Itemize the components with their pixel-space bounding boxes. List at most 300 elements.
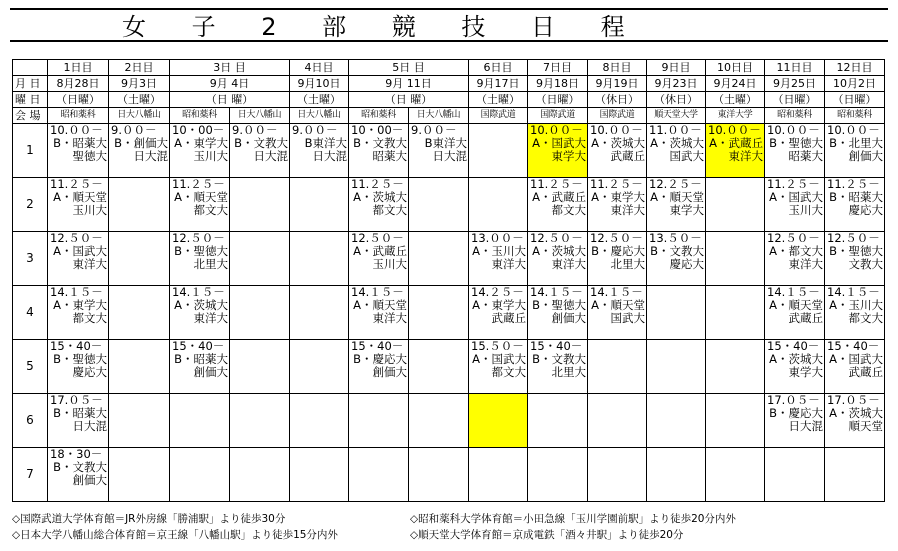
weekday-cell: （日曜） — [825, 92, 885, 108]
match-cell — [170, 340, 230, 394]
footnote-kokusai: ◇国際武道大学体育館＝JR外房線「勝浦駅」より徒歩30分 — [12, 513, 286, 525]
match-time: 15.５０－ — [471, 339, 524, 353]
match-cell — [349, 340, 409, 394]
match-team: A・玉川大 — [472, 244, 526, 258]
match-team: 創価大 — [372, 365, 407, 379]
match-time: 18・30－ — [50, 447, 103, 461]
match-cell — [469, 340, 528, 394]
match-team: 日大混 — [312, 149, 347, 163]
match-team: B・聖徳大 — [174, 244, 228, 258]
match-cell — [765, 178, 825, 232]
match-cell — [765, 232, 825, 286]
corner-cell — [13, 60, 48, 76]
match-time: 12.５０－ — [172, 231, 225, 245]
match-cell — [290, 340, 349, 394]
match-time: 14.１５－ — [590, 285, 643, 299]
match-team: 日大混 — [788, 419, 823, 433]
match-team: B・慶応大 — [769, 406, 823, 420]
match-cell — [647, 124, 706, 178]
match-cell — [290, 232, 349, 286]
weekday-cell: （休日） — [588, 92, 647, 108]
match-team: 玉川大 — [193, 149, 228, 163]
match-number: 5 — [13, 340, 48, 394]
match-cell — [825, 340, 885, 394]
match-cell — [409, 178, 469, 232]
day-label: 5日 目 — [349, 60, 469, 76]
match-team: A・順天堂 — [53, 190, 107, 204]
match-cell — [290, 448, 349, 502]
match-row — [13, 448, 885, 502]
match-number: 2 — [13, 178, 48, 232]
match-cell — [170, 124, 230, 178]
match-team: B・慶応大 — [353, 352, 407, 366]
row-label-weekday: 曜 日 — [13, 92, 48, 108]
match-team: 東洋大 — [372, 311, 407, 325]
match-time: 17.０５－ — [50, 393, 103, 407]
match-time: 12.５０－ — [590, 231, 643, 245]
match-time: 9.００－ — [411, 123, 457, 137]
venue-cell: 日大八幡山 — [230, 108, 290, 124]
date-cell: 9月25日 — [765, 76, 825, 92]
match-time: 10.００－ — [827, 123, 880, 137]
day-label: 9日目 — [647, 60, 706, 76]
date-cell: 9月 4日 — [170, 76, 290, 92]
match-cell — [469, 448, 528, 502]
match-team: 慶応大 — [72, 365, 107, 379]
match-team: 武蔵丘 — [491, 311, 526, 325]
venue-cell: 国際武道 — [528, 108, 588, 124]
match-team: B・慶応大 — [591, 244, 645, 258]
match-cell — [706, 340, 765, 394]
match-cell — [409, 286, 469, 340]
match-team: B・聖徳大 — [829, 244, 883, 258]
venue-cell: 日大八幡山 — [290, 108, 349, 124]
match-cell — [469, 232, 528, 286]
venue-cell: 日大八幡山 — [109, 108, 170, 124]
match-time: 12.５０－ — [530, 231, 583, 245]
match-team: 日大混 — [72, 419, 107, 433]
match-number: 6 — [13, 394, 48, 448]
match-cell — [647, 232, 706, 286]
venue-cell: 昭和薬科 — [765, 108, 825, 124]
match-team: 武蔵丘 — [788, 311, 823, 325]
match-cell — [765, 448, 825, 502]
match-row — [13, 178, 885, 232]
match-time: 10・00－ — [172, 123, 225, 137]
match-cell — [469, 286, 528, 340]
match-team: A・東学大 — [591, 190, 645, 204]
match-cell — [409, 340, 469, 394]
match-cell — [349, 232, 409, 286]
match-cell — [409, 448, 469, 502]
match-team: B・文教大 — [234, 136, 288, 150]
match-time: 10.００－ — [50, 123, 103, 137]
venue-cell: 日大八幡山 — [409, 108, 469, 124]
match-cell — [349, 394, 409, 448]
match-team: A・順天堂 — [591, 298, 645, 312]
match-cell — [230, 124, 290, 178]
match-cell — [528, 124, 588, 178]
match-cell — [109, 178, 170, 232]
match-team: B・文教大 — [353, 136, 407, 150]
date-cell: 9月3日 — [109, 76, 170, 92]
match-time: 15・40－ — [530, 339, 583, 353]
match-time: 9.００－ — [111, 123, 157, 137]
venue-cell: 昭和薬科 — [349, 108, 409, 124]
match-team: 都文大 — [848, 311, 883, 325]
date-cell: 9月10日 — [290, 76, 349, 92]
match-cell — [528, 286, 588, 340]
match-team: 東洋大 — [610, 203, 645, 217]
match-time: 13.００－ — [471, 231, 524, 245]
match-cell — [48, 178, 109, 232]
match-team: B・北里大 — [829, 136, 883, 150]
match-team: 国武大 — [610, 311, 645, 325]
match-cell — [109, 124, 170, 178]
weekday-cell: （土曜） — [109, 92, 170, 108]
match-cell — [825, 124, 885, 178]
match-team: A・茨城大 — [650, 136, 704, 150]
match-cell — [170, 286, 230, 340]
weekday-cell: （日 曜） — [170, 92, 290, 108]
match-time: 9.００－ — [232, 123, 278, 137]
match-time: 14.１５－ — [767, 285, 820, 299]
match-cell — [469, 124, 528, 178]
match-team: A・国武大 — [829, 352, 883, 366]
match-team: 慶応大 — [848, 203, 883, 217]
schedule-table — [12, 59, 885, 502]
match-team: 東学大 — [788, 365, 823, 379]
match-time: 12.５０－ — [50, 231, 103, 245]
match-cell — [230, 340, 290, 394]
match-cell — [109, 232, 170, 286]
match-team: A・順天堂 — [353, 298, 407, 312]
match-team: 慶応大 — [669, 257, 704, 271]
match-cell — [170, 232, 230, 286]
match-cell — [825, 232, 885, 286]
match-team: 創価大 — [848, 149, 883, 163]
match-team: 東学大 — [669, 203, 704, 217]
date-cell: 9月23日 — [647, 76, 706, 92]
weekday-cell: （日曜） — [765, 92, 825, 108]
match-team: 昭薬大 — [372, 149, 407, 163]
match-cell — [647, 448, 706, 502]
weekday-cell: （土曜） — [706, 92, 765, 108]
match-cell — [825, 448, 885, 502]
match-cell — [647, 286, 706, 340]
match-cell — [588, 448, 647, 502]
match-cell — [349, 124, 409, 178]
match-cell — [48, 124, 109, 178]
match-cell — [588, 178, 647, 232]
day-label: 6日目 — [469, 60, 528, 76]
match-team: A・玉川大 — [829, 298, 883, 312]
match-cell — [230, 178, 290, 232]
match-team: A・順天堂 — [769, 298, 823, 312]
match-number: 4 — [13, 286, 48, 340]
match-cell — [349, 448, 409, 502]
match-team: 文教大 — [848, 257, 883, 271]
day-label: 11日目 — [765, 60, 825, 76]
footnote-juntendo: ◇順天堂大学体育館＝京成電鉄「酒々井駅」より徒歩20分 — [410, 529, 684, 541]
venue-cell: 国際武道 — [588, 108, 647, 124]
match-team: A・東学大 — [472, 298, 526, 312]
match-team: 都文大 — [491, 365, 526, 379]
match-time: 10.００－ — [767, 123, 820, 137]
match-time: 15・40－ — [50, 339, 103, 353]
match-time: 12.５０－ — [767, 231, 820, 245]
match-row — [13, 232, 885, 286]
match-team: 武蔵丘 — [848, 365, 883, 379]
weekday-cell: （日 曜） — [349, 92, 469, 108]
date-cell: 9月24日 — [706, 76, 765, 92]
date-header-row — [13, 76, 885, 92]
match-cell — [647, 178, 706, 232]
weekday-cell: （休日） — [647, 92, 706, 108]
match-time: 15・40－ — [351, 339, 404, 353]
match-team: 玉川大 — [372, 257, 407, 271]
match-time: 14.１５－ — [172, 285, 225, 299]
match-cell — [170, 178, 230, 232]
match-cell — [588, 394, 647, 448]
match-time: 11.２５－ — [172, 177, 225, 191]
day-label: 3日 目 — [170, 60, 290, 76]
weekday-cell: （日曜） — [48, 92, 109, 108]
match-team: A・国武大 — [532, 136, 586, 150]
date-cell: 10月2日 — [825, 76, 885, 92]
match-team: A・武蔵丘 — [709, 136, 763, 150]
match-cell — [230, 448, 290, 502]
day-label: 12日目 — [825, 60, 885, 76]
match-time: 14.１５－ — [351, 285, 404, 299]
match-team: A・茨城大 — [174, 298, 228, 312]
match-time: 11.２５－ — [827, 177, 880, 191]
match-row — [13, 340, 885, 394]
match-team: A・順天堂 — [174, 190, 228, 204]
match-team: 北里大 — [193, 257, 228, 271]
match-team: 東洋大 — [728, 149, 763, 163]
match-cell — [588, 124, 647, 178]
day-label: 2日目 — [109, 60, 170, 76]
date-cell: 9月19日 — [588, 76, 647, 92]
date-cell: 9月 11日 — [349, 76, 469, 92]
match-time: 17.０５－ — [827, 393, 880, 407]
row-label-venue: 会 場 — [13, 108, 48, 124]
match-team: A・茨城大 — [532, 244, 586, 258]
match-time: 15・40－ — [767, 339, 820, 353]
match-team: B・文教大 — [532, 352, 586, 366]
venue-cell: 順天堂大学 — [647, 108, 706, 124]
match-cell — [290, 286, 349, 340]
match-team: 北里大 — [610, 257, 645, 271]
match-team: A・武蔵丘 — [532, 190, 586, 204]
match-cell — [647, 340, 706, 394]
match-cell — [48, 286, 109, 340]
match-cell — [765, 124, 825, 178]
match-cell — [647, 394, 706, 448]
match-time: 10・00－ — [351, 123, 404, 137]
match-team: 東洋大 — [788, 257, 823, 271]
page-title: 女 子 2 部 競 技 日 程 — [122, 13, 644, 41]
match-team: B・昭薬大 — [829, 190, 883, 204]
match-time: 14.１５－ — [50, 285, 103, 299]
match-team: B・聖徳大 — [532, 298, 586, 312]
match-cell — [528, 340, 588, 394]
match-cell — [109, 286, 170, 340]
match-cell — [528, 178, 588, 232]
date-cell: 8月28日 — [48, 76, 109, 92]
match-team: A・順天堂 — [650, 190, 704, 204]
match-time: 13.５０－ — [649, 231, 702, 245]
day-label: 7日目 — [528, 60, 588, 76]
footnote-nichidai: ◇日本大学八幡山総合体育館＝京王線「八幡山駅」より徒歩15分内外 — [12, 529, 338, 541]
match-time: 15・40－ — [827, 339, 880, 353]
match-cell — [48, 448, 109, 502]
match-team: 東洋大 — [551, 257, 586, 271]
match-cell — [409, 232, 469, 286]
match-cell — [588, 340, 647, 394]
match-team: B東洋大 — [304, 136, 347, 150]
match-team: 東洋大 — [193, 311, 228, 325]
match-cell — [706, 232, 765, 286]
venue-cell: 昭和薬科 — [170, 108, 230, 124]
weekday-cell: （日曜） — [528, 92, 588, 108]
match-cell — [409, 124, 469, 178]
match-team: 日大混 — [133, 149, 168, 163]
match-cell — [469, 178, 528, 232]
match-cell — [588, 286, 647, 340]
match-cell — [290, 124, 349, 178]
match-team: 北里大 — [551, 365, 586, 379]
match-team: A・国武大 — [769, 190, 823, 204]
match-cell — [588, 232, 647, 286]
match-time: 11.２５－ — [590, 177, 643, 191]
row-label-month-day: 月 日 — [13, 76, 48, 92]
match-team: 東学大 — [551, 149, 586, 163]
match-cell — [706, 286, 765, 340]
match-team: A・東学大 — [53, 298, 107, 312]
match-time: 10.００－ — [708, 123, 761, 137]
match-time: 15・40－ — [172, 339, 225, 353]
match-row — [13, 124, 885, 178]
match-cell — [469, 394, 528, 448]
match-team: 創価大 — [551, 311, 586, 325]
match-time: 14.１５－ — [827, 285, 880, 299]
match-cell — [706, 178, 765, 232]
weekday-cell: （土曜） — [469, 92, 528, 108]
weekday-header-row — [13, 92, 885, 108]
match-cell — [109, 340, 170, 394]
match-time: 12.２５－ — [649, 177, 702, 191]
match-time: 11.２５－ — [530, 177, 583, 191]
match-row — [13, 394, 885, 448]
match-cell — [290, 394, 349, 448]
match-time: 11.００－ — [649, 123, 702, 137]
match-cell — [528, 448, 588, 502]
match-time: 14.１５－ — [530, 285, 583, 299]
venue-cell: 昭和薬科 — [48, 108, 109, 124]
match-team: B・聖徳大 — [53, 352, 107, 366]
match-cell — [765, 340, 825, 394]
match-team: B・創価大 — [114, 136, 168, 150]
match-team: 都文大 — [72, 311, 107, 325]
match-cell — [290, 178, 349, 232]
match-cell — [230, 286, 290, 340]
match-cell — [528, 232, 588, 286]
match-cell — [825, 178, 885, 232]
match-cell — [706, 394, 765, 448]
match-team: B・聖徳大 — [769, 136, 823, 150]
match-team: 創価大 — [193, 365, 228, 379]
day-label: 1日目 — [48, 60, 109, 76]
match-team: A・茨城大 — [591, 136, 645, 150]
match-cell — [170, 394, 230, 448]
match-team: 創価大 — [72, 473, 107, 487]
match-team: 日大混 — [432, 149, 467, 163]
match-cell — [48, 394, 109, 448]
match-team: A・武蔵丘 — [353, 244, 407, 258]
match-team: 昭薬大 — [788, 149, 823, 163]
match-team: 東洋大 — [72, 257, 107, 271]
match-team: 玉川大 — [72, 203, 107, 217]
match-team: A・都文大 — [769, 244, 823, 258]
match-cell — [109, 394, 170, 448]
match-cell — [765, 286, 825, 340]
day-label: 8日目 — [588, 60, 647, 76]
match-team: 武蔵丘 — [610, 149, 645, 163]
match-cell — [48, 232, 109, 286]
match-team: B・文教大 — [53, 460, 107, 474]
day-label: 4日目 — [290, 60, 349, 76]
match-team: A・茨城大 — [829, 406, 883, 420]
match-cell — [349, 286, 409, 340]
match-cell — [825, 286, 885, 340]
match-cell — [765, 394, 825, 448]
match-team: B東洋大 — [424, 136, 467, 150]
schedule-title-bar — [10, 8, 888, 42]
match-team: B・昭薬大 — [174, 352, 228, 366]
match-cell — [706, 448, 765, 502]
match-time: 11.２５－ — [351, 177, 404, 191]
match-time: 9.００－ — [292, 123, 338, 137]
day-header-row — [13, 60, 885, 76]
match-time: 11.２５－ — [50, 177, 103, 191]
match-team: 聖徳大 — [72, 149, 107, 163]
match-team: B・文教大 — [650, 244, 704, 258]
match-team: B・昭薬大 — [53, 136, 107, 150]
match-cell — [349, 178, 409, 232]
match-team: 順天堂 — [848, 419, 883, 433]
match-time: 12.５０－ — [827, 231, 880, 245]
venue-cell: 東洋大学 — [706, 108, 765, 124]
footnote-showa: ◇昭和薬科大学体育館＝小田急線「玉川学園前駅」より徒歩20分内外 — [410, 513, 736, 525]
match-team: A・茨城大 — [769, 352, 823, 366]
match-cell — [230, 232, 290, 286]
match-time: 11.２５－ — [767, 177, 820, 191]
match-team: A・国武大 — [53, 244, 107, 258]
match-cell — [706, 124, 765, 178]
match-team: 日大混 — [253, 149, 288, 163]
match-cell — [409, 394, 469, 448]
match-number: 1 — [13, 124, 48, 178]
match-cell — [109, 448, 170, 502]
match-time: 10.００－ — [590, 123, 643, 137]
match-time: 14.２５－ — [471, 285, 524, 299]
date-cell: 9月18日 — [528, 76, 588, 92]
venue-cell: 昭和薬科 — [825, 108, 885, 124]
match-team: 玉川大 — [788, 203, 823, 217]
day-label: 10日目 — [706, 60, 765, 76]
